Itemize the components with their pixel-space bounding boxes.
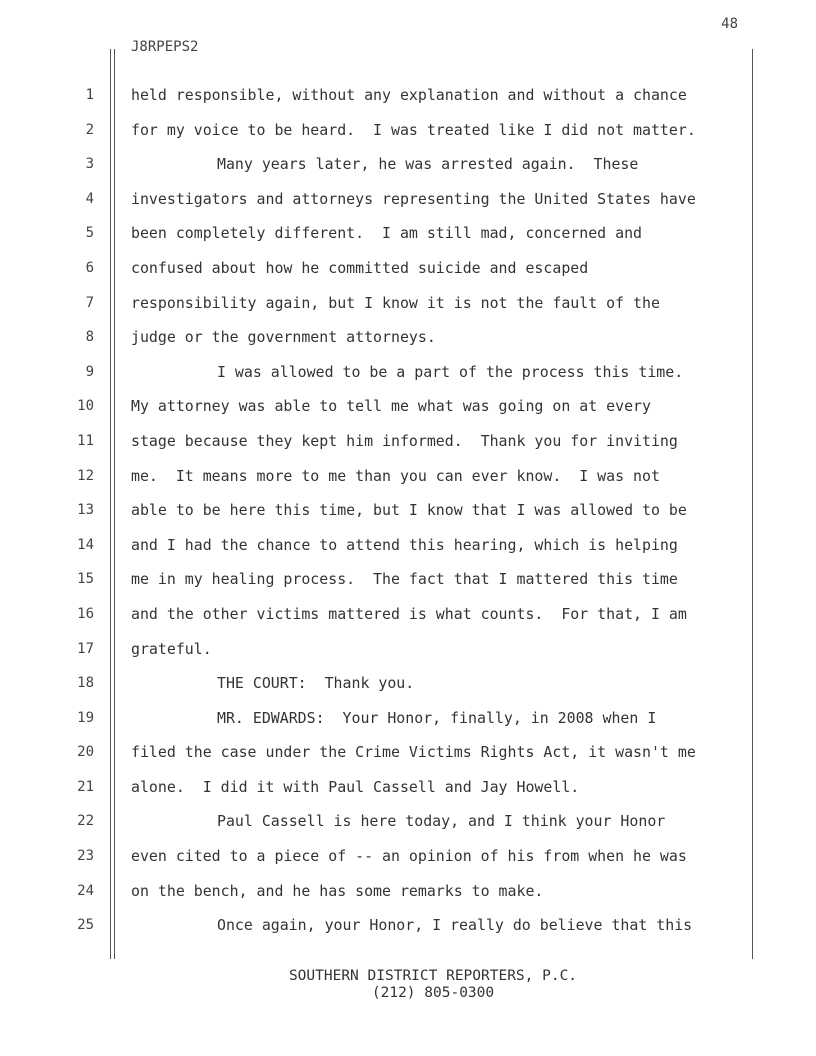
line-number: 14 [77, 536, 94, 553]
transcript-line: for my voice to be heard. I was treated like I did not matter. [131, 120, 696, 139]
line-number: 2 [85, 121, 94, 138]
left-margin-rule-inner [114, 49, 115, 959]
transcript-line: held responsible, without any explanation and without a chance [131, 86, 687, 104]
line-number: 18 [77, 675, 94, 692]
line-number: 22 [77, 813, 94, 830]
line-number: 16 [77, 605, 94, 622]
line-number: 8 [85, 329, 94, 346]
line-number-column [50, 78, 94, 943]
line-number: 7 [85, 294, 94, 311]
transcript-line: stage because they kept him informed. Thank you for inviting [131, 431, 678, 450]
transcript-line: responsibility again, but I know it is not the fault of the [131, 293, 660, 312]
line-number: 4 [85, 190, 94, 207]
line-number: 13 [77, 502, 94, 519]
line-number: 3 [85, 156, 94, 173]
line-number: 12 [77, 467, 94, 484]
transcript-line: Many years later, he was arrested again. These [217, 155, 639, 174]
transcript-body [131, 78, 743, 943]
transcript-line: THE COURT: Thank you. [217, 674, 415, 693]
transcript-line: me in my healing process. The fact that I mattered this time [131, 570, 678, 589]
transcript-line: I was allowed to be a part of the process this time. [217, 362, 684, 381]
line-number: 25 [77, 917, 94, 934]
line-number: 6 [85, 259, 94, 276]
line-number: 15 [77, 571, 94, 588]
transcript-line: even cited to a piece of -- an opinion of his from when he was [131, 847, 687, 866]
left-margin-rule-outer [110, 49, 111, 959]
transcript-line: confused about how he committed suicide and escaped [131, 258, 589, 277]
transcript-line: My attorney was able to tell me what was going on at every [131, 397, 651, 416]
transcript-line: been completely different. I am still mad, concerned and [131, 224, 643, 243]
line-number: 19 [77, 709, 94, 726]
line-number: 17 [77, 640, 94, 657]
reporter-phone: (212) 805-0300 [371, 985, 495, 1001]
transcript-line: judge or the government attorneys. [131, 328, 436, 347]
line-number: 21 [77, 778, 94, 795]
line-number: 10 [77, 398, 94, 415]
transcript-line: alone. I did it with Paul Cassell and Jay Howell. [131, 777, 580, 796]
transcript-line: filed the case under the Crime Victims Rights Act, it wasn't me [131, 743, 696, 762]
transcript-line: me. It means more to me than you can ever know. I was not [131, 466, 660, 485]
transcript-line: Paul Cassell is here today, and I think your Honor [217, 812, 666, 831]
line-number: 5 [85, 225, 94, 242]
transcript-line: grateful. [131, 639, 212, 658]
page-number: 48 [721, 16, 738, 32]
reporter-footer [0, 968, 816, 1002]
transcript-line: on the bench, and he has some remarks to make. [131, 881, 544, 900]
transcript-line: able to be here this time, but I know that I was allowed to be [131, 501, 687, 520]
reporter-name: SOUTHERN DISTRICT REPORTERS, P.C. [288, 968, 578, 984]
transcript-line: Once again, your Honor, I really do believe that this [217, 916, 693, 935]
case-identifier: J8RPEPS2 [131, 39, 199, 55]
transcript-line: and I had the chance to attend this hearing, which is helping [131, 535, 678, 554]
right-margin-rule [752, 49, 753, 959]
line-number: 9 [85, 363, 94, 380]
transcript-line: investigators and attorneys representing the United States have [131, 189, 696, 208]
line-number: 1 [85, 87, 94, 103]
line-number: 11 [77, 432, 94, 449]
transcript-line: MR. EDWARDS: Your Honor, finally, in 2008 when I [217, 708, 657, 727]
line-number: 24 [77, 882, 94, 899]
line-number: 20 [77, 744, 94, 761]
line-number: 23 [77, 848, 94, 865]
transcript-line: and the other victims mattered is what counts. For that, I am [131, 604, 687, 623]
